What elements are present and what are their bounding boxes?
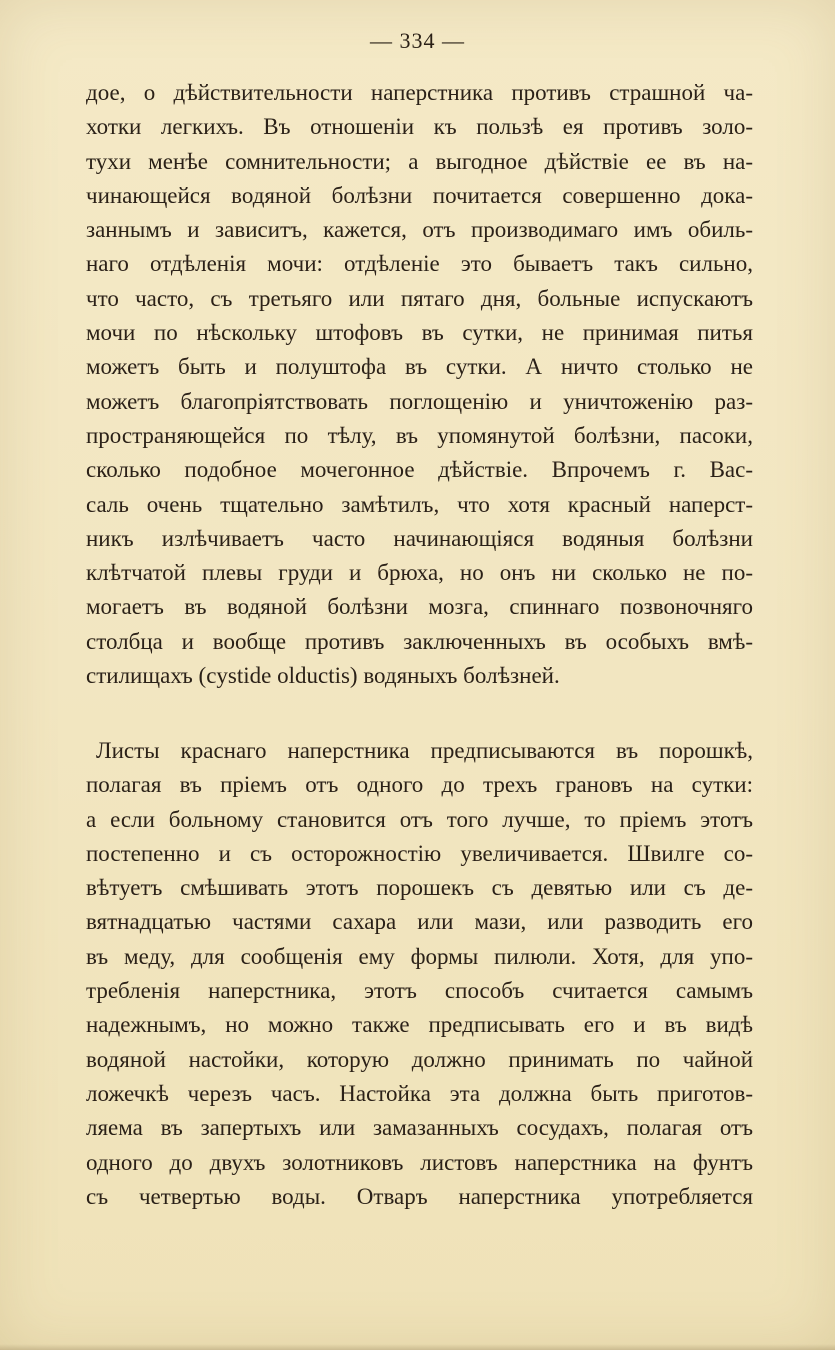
text-line: водяной настойки, которую должно принимать по чайной	[86, 1046, 753, 1072]
page-number: — 334 —	[370, 28, 465, 53]
text-line: мочи по нѣскольку штофовъ въ сутки, не принимая питья	[86, 320, 753, 346]
text-line: полагая въ пріемъ отъ одного до трехъ грановъ на сутки:	[86, 772, 753, 798]
text-line: ляема въ запертыхъ или замазанныхъ сосудахъ, полагая отъ	[86, 1115, 753, 1141]
paragraph-2	[86, 734, 753, 1214]
text-line: клѣтчатой плевы груди и брюха, но онъ ни сколько не по-	[86, 560, 753, 586]
text-line: вѣтуетъ смѣшивать этотъ порошекъ съ девятью или съ де-	[86, 875, 753, 901]
text-line: постепенно и съ осторожностію увеличивается. Швилге со-	[86, 840, 753, 866]
text-line: ложечкѣ черезъ часъ. Настойка эта должна быть приготов-	[86, 1080, 753, 1106]
text-line: а если больному становится отъ того лучше, то пріемъ этотъ	[86, 806, 753, 832]
text-line: одного до двухъ золотниковъ листовъ наперстника на фунтъ	[86, 1149, 753, 1175]
text-line: требленія наперстника, этотъ способъ считается самымъ	[86, 978, 753, 1004]
page-bottom-edge	[0, 1344, 835, 1350]
text-line: заннымъ и зависитъ, кажется, отъ производимаго имъ обиль-	[86, 217, 753, 243]
text-line: чинающейся водяной болѣзни почитается совершенно дока-	[86, 182, 753, 208]
text-line: вятнадцатью частями сахара или мази, или разводить его	[86, 909, 753, 935]
text-line: сколько подобное мочегонное дѣйствіе. Впрочемъ г. Вас-	[86, 457, 753, 483]
text-line: что часто, съ третьяго или пятаго дня, больные испускаютъ	[86, 285, 753, 311]
text-line: надежнымъ, но можно также предписывать его и въ видѣ	[86, 1012, 753, 1038]
text-line: въ меду, для сообщенія ему формы пилюли. Хотя, для упо-	[86, 943, 753, 969]
text-line: хотки легкихъ. Въ отношеніи къ пользѣ ея противъ золо-	[86, 114, 753, 140]
text-line: наго отдѣленія мочи: отдѣленіе это бываетъ такъ сильно,	[86, 251, 753, 277]
text-line: Листы краснаго наперстника предписываются въ порошкѣ,	[96, 738, 753, 763]
text-line: столбца и вообще противъ заключенныхъ въ особыхъ вмѣ-	[86, 628, 753, 654]
text-line: никъ излѣчиваетъ часто начинающіяся водяныя болѣзни	[86, 525, 753, 551]
text-line: можетъ благопріятствовать поглощенію и уничтоженію раз-	[86, 388, 753, 414]
paragraph-1	[86, 76, 753, 693]
text-line: саль очень тщательно замѣтилъ, что хотя красный наперст-	[86, 491, 753, 517]
text-line: пространяющейся по тѣлу, въ упомянутой болѣзни, пасоки,	[86, 422, 753, 448]
text-line: съ четвертью воды. Отваръ наперстника употребляется	[86, 1183, 753, 1209]
text-line: могаетъ въ водяной болѣзни мозга, спиннаго позвоночняго	[86, 594, 753, 620]
text-line: тухи менѣе сомнительности; а выгодное дѣйствіе ее въ на-	[86, 148, 753, 174]
text-line: можетъ быть и полуштофа въ сутки. А ничто столько не	[86, 354, 753, 380]
text-line: дое, о дѣйствительности наперстника противъ страшной ча-	[86, 80, 753, 105]
text-line: стилищахъ (cystide olductis) водяныхъ болѣзней.	[86, 663, 560, 689]
